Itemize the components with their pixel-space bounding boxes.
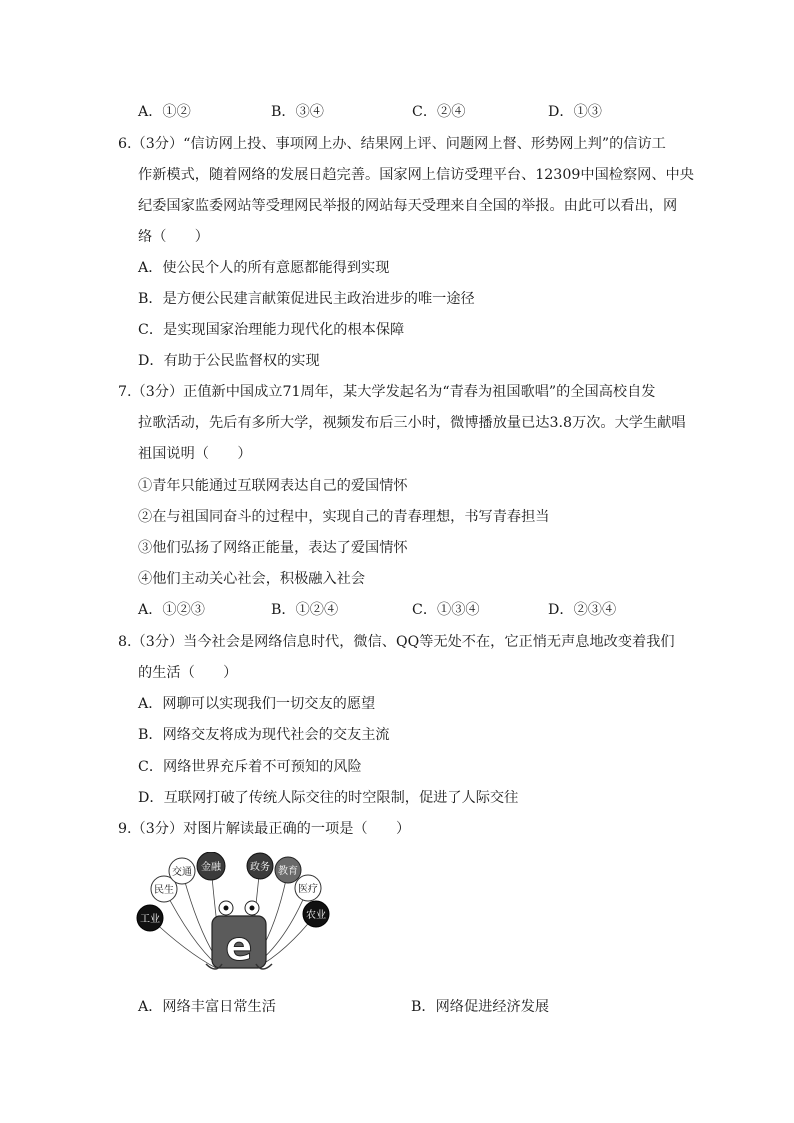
- q7-option-c: C．①③④: [412, 602, 480, 618]
- label-jiaoyu: 教育: [278, 866, 298, 877]
- balloon-jiaotong: [169, 858, 195, 884]
- q8-option-b: B．网络交友将成为现代社会的交友主流: [138, 727, 390, 743]
- q8-stem-line-2: 的生活（ ）: [138, 665, 238, 681]
- label-gongye: 工业: [140, 914, 160, 925]
- q6-option-a: A．使公民个人的所有意愿都能得到实现: [138, 260, 390, 276]
- figure-svg: [136, 852, 336, 984]
- balloon-yiliao: [295, 875, 321, 901]
- q5-option-b: B．③④: [271, 104, 324, 120]
- q7-option-d: D．②③④: [548, 602, 617, 618]
- q7-stem-line-2: 拉歌活动，先后有多所大学，视频发布后三小时，微博播放量已达3.8万次。大学生献唱: [138, 415, 686, 431]
- balloon-nongye: [303, 901, 329, 927]
- balloon-jinrong: [197, 852, 225, 880]
- q6-option-d: D．有助于公民监督权的实现: [138, 353, 320, 369]
- q5-option-a: A．①②: [138, 104, 191, 120]
- q9-option-b: B．网络促进经济发展: [411, 999, 550, 1015]
- label-minsheng: 民生: [154, 885, 174, 896]
- q6-stem-line-1: 6.（3分）“信访网上投、事项网上办、结果网上评、问题网上督、形势网上判”的信访工: [118, 136, 666, 152]
- q6-stem-line-3: 纪委国家监委网站等受理网民举报的网站每天受理来自全国的举报。由此可以看出，网: [138, 198, 678, 214]
- network-balloon-figure: [136, 852, 336, 984]
- q6-option-b: B．是方便公民建言献策促进民主政治进步的唯一途径: [138, 291, 475, 307]
- q9-stem: 9.（3分）对图片解读最正确的一项是（ ）: [118, 821, 411, 837]
- balloon-jiaoyu: [275, 857, 301, 883]
- label-nongye: 农业: [306, 910, 326, 921]
- label-jinrong: 金融: [201, 862, 221, 873]
- label-zhengwu: 政务: [250, 862, 270, 873]
- q6-option-c: C．是实现国家治理能力现代化的根本保障: [138, 322, 405, 338]
- q9-option-a: A．网络丰富日常生活: [138, 999, 276, 1015]
- q6-stem-line-2: 作新模式，随着网络的发展日趋完善。国家网上信访受理平台、12309中国检察网、中央: [138, 167, 694, 183]
- q6-stem-line-4: 络（ ）: [138, 229, 209, 245]
- q7-stem-line-3: 祖国说明（ ）: [138, 446, 252, 462]
- q8-option-d: D．互联网打破了传统人际交往的时空限制，促进了人际交往: [138, 790, 519, 806]
- q7-statement-1: ①青年只能通过互联网表达自己的爱国情怀: [138, 478, 408, 494]
- q8-stem-line-1: 8.（3分）当今社会是网络信息时代，微信、QQ等无处不在，它正悄无声息地改变着我们: [118, 634, 675, 650]
- q7-statement-3: ③他们弘扬了网络正能量，表达了爱国情怀: [138, 540, 408, 556]
- label-yiliao: 医疗: [298, 884, 318, 895]
- q7-option-a: A．①②③: [138, 602, 205, 618]
- q8-option-a: A．网聊可以实现我们一切交友的愿望: [138, 696, 376, 712]
- q5-option-c: C．②④: [412, 104, 466, 120]
- label-jiaotong: 交通: [172, 867, 192, 878]
- q8-option-c: C．网络世界充斥着不可预知的风险: [138, 759, 362, 775]
- q7-statement-2: ②在与祖国同奋斗的过程中，实现自己的青春理想，书写青春担当: [138, 509, 550, 525]
- q7-statement-4: ④他们主动关心社会，积极融入社会: [138, 571, 366, 587]
- mascot-e-letter: e: [225, 924, 253, 970]
- balloon-gongye: [137, 905, 163, 931]
- balloon-zhengwu: [247, 853, 273, 879]
- q7-option-b: B．①②④: [271, 602, 339, 618]
- q5-option-d: D．①③: [548, 104, 602, 120]
- q7-stem-line-1: 7.（3分）正值新中国成立71周年，某大学发起名为“青春为祖国歌唱”的全国高校自发: [118, 384, 656, 400]
